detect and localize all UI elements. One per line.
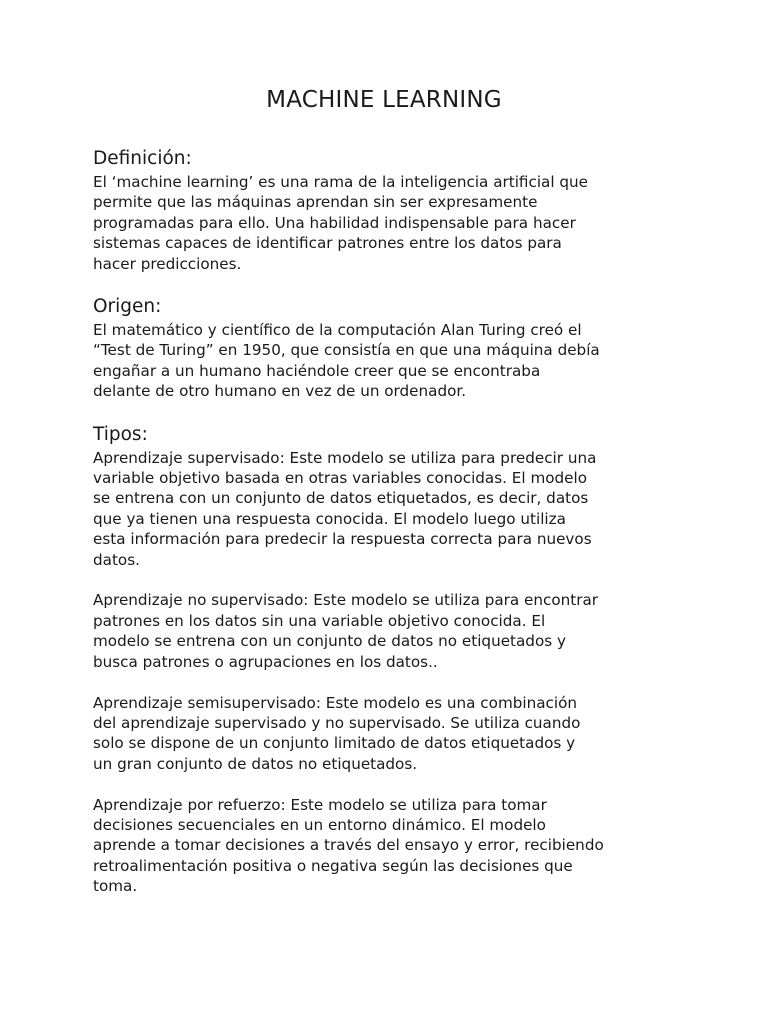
- section-tipos: [93, 422, 693, 897]
- type-text: Aprendizaje supervisado: Este modelo se utiliza para predecir una variable objetivo basada en otras variables conocidas. El modelo se entrena con un conjunto de datos etiquetados, es decir, datos que ya tienen una respuesta conocida. El modelo luego utiliza esta información para predecir la respuesta correcta para nuevos datos.: [93, 448, 597, 569]
- section-text-definicion: El ‘machine learning’ es una rama de la inteligencia artificial que permite que las máquinas aprendan sin ser expresamente programadas para ello. Una habilidad indispensable para hacer sistemas capaces de identificar patrones entre los datos para hacer predicciones.: [93, 173, 589, 273]
- type-supervisado: [93, 448, 693, 570]
- type-refuerzo: [93, 795, 693, 897]
- type-text: Aprendizaje no supervisado: Este modelo se utiliza para encontrar patrones en los datos sin una variable objetivo conocida. El modelo se entrena con un conjunto de datos no etiquetados y busca patrones o agrupaciones en los datos..: [93, 591, 599, 671]
- section-origen: [93, 294, 693, 402]
- section-definicion: [93, 146, 693, 274]
- section-heading-definicion: Definición:: [93, 148, 192, 169]
- document-title: MACHINE LEARNING: [266, 87, 502, 113]
- type-text: Aprendizaje semisupervisado: Este modelo es una combinación del aprendizaje supervisado y no supervisado. Se utiliza cuando solo se dispone de un conjunto limitado de datos etiquetados y un gran conjunto de datos no etiquetados.: [93, 693, 581, 773]
- document-body: [93, 146, 693, 917]
- type-no-supervisado: [93, 590, 693, 672]
- section-heading-tipos: Tipos:: [93, 423, 148, 445]
- section-text-origen: El matemático y científico de la computación Alan Turing creó el “Test de Turing” en 1950, que consistía en que una máquina debía engañar a un humano haciéndole creer que se encontraba delante de otro humano en vez de un ordenador.: [93, 321, 600, 401]
- type-text: Aprendizaje por refuerzo: Este modelo se utiliza para tomar decisiones secuenciales en un entorno dinámico. El modelo aprende a tomar decisiones a través del ensayo y error, recibiendo retroalimentación positiva o negativa según las decisiones que toma.: [93, 795, 604, 896]
- section-heading-origen: Origen:: [93, 296, 162, 318]
- type-semisupervisado: [93, 693, 693, 775]
